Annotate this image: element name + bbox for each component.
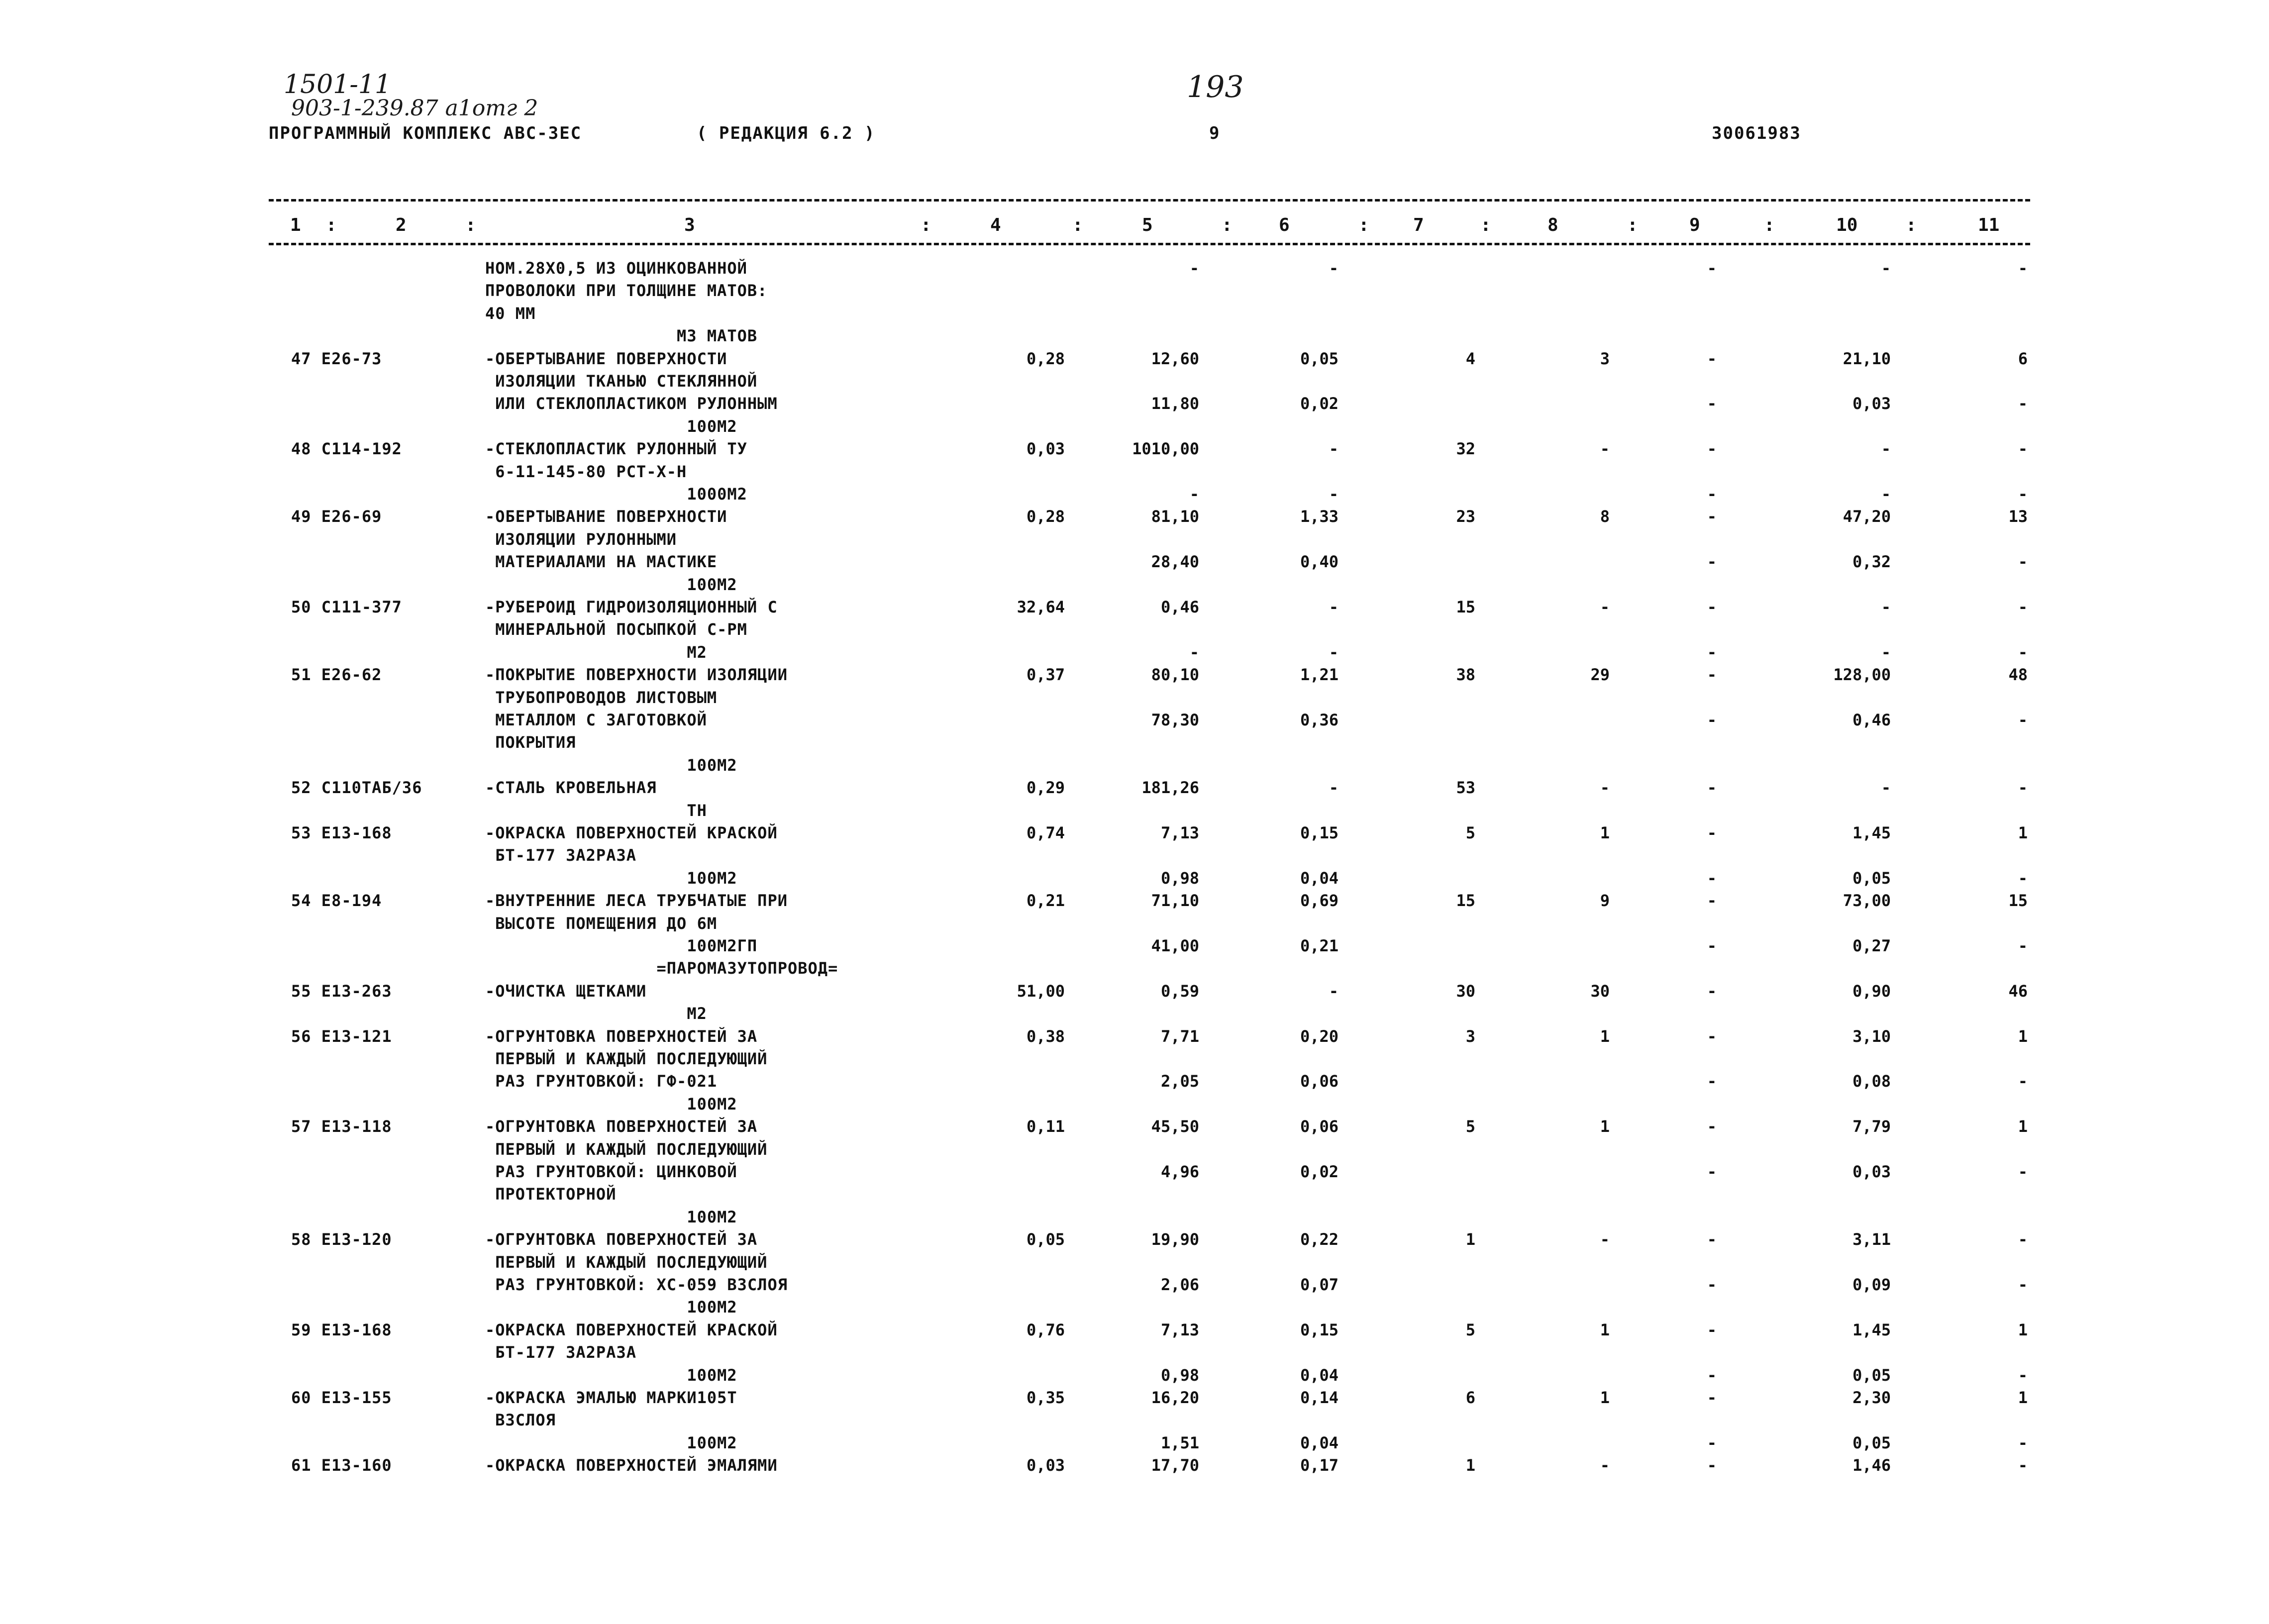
column-header-1: 1: [290, 215, 301, 235]
cell-col-9: -: [1707, 778, 1717, 798]
cell-col-4: 0,21: [1026, 891, 1065, 911]
cell-col-7: 32: [1456, 439, 1475, 459]
handwritten-note-2: 903-1-239.87 а1отг 2: [291, 96, 538, 121]
cell-col-6: -: [1329, 981, 1339, 1001]
cell-col-10: 1,46: [1852, 1456, 1891, 1475]
cell-col-11: -: [2018, 1230, 2028, 1249]
cell-col-11: -: [2018, 1162, 2028, 1181]
column-separator: :: [1764, 215, 1775, 235]
cell-col-9: -: [1707, 1117, 1717, 1136]
column-separator: :: [1072, 215, 1083, 235]
cell-col-9: -: [1707, 439, 1717, 459]
cell-col-9: -: [1707, 1162, 1717, 1181]
cell-col-11: -: [2018, 1275, 2028, 1294]
item-description: -ОКРАСКА ПОВЕРХНОСТЕЙ КРАСКОЙ: [485, 823, 778, 842]
cell-col-4: 0,11: [1026, 1117, 1065, 1136]
cell-col-5: 1,51: [1160, 1433, 1199, 1452]
cell-col-6: 0,14: [1300, 1388, 1339, 1407]
cell-col-5: 7,13: [1160, 823, 1199, 842]
cell-col-7: 38: [1456, 665, 1475, 685]
cell-col-6: -: [1329, 642, 1339, 662]
cell-col-7: 53: [1456, 778, 1475, 798]
item-description: -ПОКРЫТИЕ ПОВЕРХНОСТИ ИЗОЛЯЦИИ: [485, 665, 788, 685]
cell-col-6: -: [1329, 598, 1339, 616]
cell-col-7: 23: [1456, 507, 1475, 526]
cell-col-10: 1,45: [1852, 1320, 1891, 1339]
cell-col-6: 0,15: [1300, 823, 1339, 842]
cell-col-10: -: [1881, 642, 1891, 662]
cell-col-8: 29: [1590, 665, 1610, 685]
column-header-8: 8: [1547, 215, 1558, 235]
cell-col-11: 1: [2018, 1117, 2028, 1136]
column-separator: :: [465, 215, 476, 235]
cell-col-9: -: [1707, 552, 1717, 572]
cell-col-10: 0,09: [1852, 1275, 1891, 1294]
column-header-10: 10: [1836, 215, 1858, 235]
item-description: ПЕРВЫЙ И КАЖДЫЙ ПОСЛЕДУЮЩИЙ: [485, 1252, 768, 1272]
cell-col-11: 1: [2018, 1388, 2028, 1407]
cell-col-5: 41,00: [1151, 936, 1199, 955]
cell-col-9: -: [1707, 259, 1717, 278]
cell-col-11: -: [2018, 485, 2028, 504]
cell-col-6: -: [1329, 485, 1339, 504]
cell-col-4: 0,28: [1026, 507, 1065, 526]
item-code: 57 Е13-118: [291, 1117, 392, 1136]
column-separator: :: [326, 215, 337, 235]
cell-col-5: -: [1189, 642, 1199, 662]
item-description: 100М2: [485, 1094, 737, 1114]
column-separator: :: [1906, 215, 1917, 235]
cell-col-5: 19,90: [1151, 1230, 1199, 1249]
item-description: ТРУБОПРОВОДОВ ЛИСТОВЫМ: [485, 688, 718, 707]
item-description: -СТАЛЬ КРОВЕЛЬНАЯ: [485, 778, 657, 798]
item-description: МИНЕРАЛЬНОЙ ПОСЫПКОЙ С-РМ: [485, 620, 747, 639]
cell-col-9: -: [1707, 823, 1717, 842]
item-description: МЕТАЛЛОМ С ЗАГОТОВКОЙ: [485, 710, 707, 729]
item-description: ВЗСЛОЯ: [485, 1411, 556, 1430]
cell-col-7: 1: [1465, 1456, 1475, 1475]
cell-col-4: 0,29: [1026, 778, 1065, 798]
item-description: -ОГРУНТОВКА ПОВЕРХНОСТЕЙ ЗА: [485, 1026, 758, 1046]
cell-col-10: 3,10: [1852, 1026, 1891, 1046]
cell-col-11: 48: [2008, 665, 2028, 685]
header-rule: [269, 243, 2030, 245]
cell-col-4: 51,00: [1017, 981, 1065, 1001]
cell-col-5: 71,10: [1151, 891, 1199, 911]
item-description: 100М2: [485, 1365, 737, 1385]
item-description: ПОКРЫТИЯ: [485, 733, 576, 752]
item-code: 50 С111-377: [291, 598, 402, 616]
cell-col-9: -: [1707, 1433, 1717, 1452]
cell-col-6: -: [1329, 778, 1339, 798]
cell-col-4: 0,05: [1026, 1230, 1065, 1249]
item-description: ПРОТЕКТОРНОЙ: [485, 1185, 617, 1204]
edition-label: ( РЕДАКЦИЯ 6.2 ): [697, 123, 876, 143]
cell-col-11: -: [2018, 1072, 2028, 1091]
cell-col-9: -: [1707, 1456, 1717, 1475]
cell-col-6: 0,04: [1300, 868, 1339, 888]
cell-col-6: 0,36: [1300, 710, 1339, 729]
cell-col-8: 1: [1600, 1320, 1610, 1339]
cell-col-10: 0,03: [1852, 394, 1891, 413]
cell-col-5: 0,98: [1160, 868, 1199, 888]
cell-col-8: 3: [1600, 349, 1610, 368]
cell-col-8: -: [1600, 439, 1610, 459]
item-description: -ОКРАСКА ЭМАЛЬЮ МАРКИ105Т: [485, 1388, 737, 1407]
cell-col-9: -: [1707, 936, 1717, 955]
cell-col-8: 1: [1600, 1026, 1610, 1046]
sheet-number: 9: [1209, 123, 1221, 143]
cell-col-11: 13: [2008, 507, 2028, 526]
cell-col-11: -: [2018, 936, 2028, 955]
cell-col-7: 15: [1456, 891, 1475, 911]
item-description: РАЗ ГРУНТОВКОЙ: ГФ-021: [485, 1072, 718, 1091]
cell-col-10: 7,79: [1852, 1117, 1891, 1136]
item-description: М2: [485, 642, 707, 662]
item-code: 55 Е13-263: [291, 981, 392, 1001]
cell-col-6: 0,06: [1300, 1117, 1339, 1136]
cell-col-11: -: [2018, 394, 2028, 413]
cell-col-6: 1,21: [1300, 665, 1339, 685]
item-description: -ВНУТРЕННИЕ ЛЕСА ТРУБЧАТЫЕ ПРИ: [485, 891, 788, 911]
item-description: 100М2: [485, 416, 737, 436]
column-header-3: 3: [684, 215, 695, 235]
cell-col-10: -: [1881, 259, 1891, 278]
cell-col-7: 6: [1465, 1388, 1475, 1407]
item-description: ТН: [485, 801, 707, 820]
cell-col-9: -: [1707, 1230, 1717, 1249]
item-description: 40 ММ: [485, 304, 536, 323]
cell-col-11: 46: [2008, 981, 2028, 1001]
cell-col-9: -: [1707, 485, 1717, 504]
item-description: БТ-177 ЗА2РАЗА: [485, 846, 636, 865]
item-description: БТ-177 ЗА2РАЗА: [485, 1343, 636, 1362]
cell-col-10: 73,00: [1843, 891, 1891, 911]
item-description: -ОБЕРТЫВАНИЕ ПОВЕРХНОСТИ: [485, 507, 727, 526]
cell-col-9: -: [1707, 598, 1717, 616]
cell-col-5: 81,10: [1151, 507, 1199, 526]
cell-col-6: 0,02: [1300, 394, 1339, 413]
cell-col-10: 3,11: [1852, 1230, 1891, 1249]
cell-col-4: 0,74: [1026, 823, 1065, 842]
item-code: 60 Е13-155: [291, 1388, 392, 1407]
cell-col-4: 0,35: [1026, 1388, 1065, 1407]
cell-col-8: 8: [1600, 507, 1610, 526]
item-code: 47 Е26-73: [291, 349, 382, 368]
cell-col-10: 0,27: [1852, 936, 1891, 955]
column-header-2: 2: [396, 215, 407, 235]
cell-col-10: 0,90: [1852, 981, 1891, 1001]
cell-col-10: 0,03: [1852, 1162, 1891, 1181]
cell-col-11: -: [2018, 259, 2028, 278]
cell-col-6: 0,05: [1300, 349, 1339, 368]
cell-col-10: 2,30: [1852, 1388, 1891, 1407]
item-description: 100М2: [485, 868, 737, 888]
cell-col-11: -: [2018, 778, 2028, 798]
cell-col-9: -: [1707, 868, 1717, 888]
cell-col-10: -: [1881, 778, 1891, 798]
cell-col-10: -: [1881, 439, 1891, 459]
cell-col-9: -: [1707, 1275, 1717, 1294]
cell-col-7: 15: [1456, 598, 1475, 616]
cell-col-10: 0,05: [1852, 1365, 1891, 1385]
cell-col-5: 181,26: [1141, 778, 1199, 798]
cell-col-5: 78,30: [1151, 710, 1199, 729]
cell-col-8: 9: [1600, 891, 1610, 911]
cell-col-5: 12,60: [1151, 349, 1199, 368]
item-description: -ОКРАСКА ПОВЕРХНОСТЕЙ КРАСКОЙ: [485, 1320, 778, 1339]
cell-col-4: 0,37: [1026, 665, 1065, 685]
item-code: 48 С114-192: [291, 439, 402, 459]
cell-col-9: -: [1707, 394, 1717, 413]
cell-col-11: -: [2018, 868, 2028, 888]
handwritten-page-number: 193: [1187, 70, 1244, 104]
cell-col-11: 1: [2018, 823, 2028, 842]
cell-col-8: 1: [1600, 823, 1610, 842]
cell-col-7: 5: [1465, 1320, 1475, 1339]
cell-col-11: 6: [2018, 349, 2028, 368]
item-description: -СТЕКЛОПЛАСТИК РУЛОННЫЙ ТУ: [485, 439, 747, 459]
cell-col-10: 0,05: [1852, 1433, 1891, 1452]
cell-col-6: 0,04: [1300, 1433, 1339, 1452]
top-rule: [269, 199, 2030, 202]
cell-col-4: 0,03: [1026, 439, 1065, 459]
cell-col-5: 4,96: [1160, 1162, 1199, 1181]
item-description: ПЕРВЫЙ И КАЖДЫЙ ПОСЛЕДУЮЩИЙ: [485, 1049, 768, 1068]
cell-col-9: -: [1707, 642, 1717, 662]
item-code: 54 Е8-194: [291, 891, 382, 911]
cell-col-4: 32,64: [1017, 598, 1065, 616]
item-code: 56 Е13-121: [291, 1026, 392, 1046]
cell-col-6: 0,07: [1300, 1275, 1339, 1294]
cell-col-5: 11,80: [1151, 394, 1199, 413]
cell-col-5: 0,59: [1160, 981, 1199, 1001]
cell-col-10: 0,05: [1852, 868, 1891, 888]
item-description: -ОКРАСКА ПОВЕРХНОСТЕЙ ЭМАЛЯМИ: [485, 1456, 778, 1475]
item-description: ИЗОЛЯЦИИ ТКАНЬЮ СТЕКЛЯННОЙ: [485, 372, 758, 391]
cell-col-8: -: [1600, 598, 1610, 616]
column-separator: :: [1358, 215, 1369, 235]
item-description: 6-11-145-80 РСТ-Х-Н: [485, 462, 687, 481]
item-description: РАЗ ГРУНТОВКОЙ: ХС-059 ВЗСЛОЯ: [485, 1275, 788, 1294]
cell-col-7: 3: [1465, 1026, 1475, 1046]
item-description: -ОЧИСТКА ЩЕТКАМИ: [485, 981, 647, 1001]
cell-col-11: -: [2018, 1365, 2028, 1385]
cell-col-7: 5: [1465, 823, 1475, 842]
cell-col-9: -: [1707, 665, 1717, 685]
cell-col-5: 45,50: [1151, 1117, 1199, 1136]
item-description: ВЫСОТЕ ПОМЕЩЕНИЯ ДО 6М: [485, 914, 718, 933]
cell-col-6: 0,04: [1300, 1365, 1339, 1385]
column-header-4: 4: [990, 215, 1001, 235]
item-description: 100М2: [485, 1433, 737, 1452]
cell-col-9: -: [1707, 349, 1717, 368]
item-description: ИЛИ СТЕКЛОПЛАСТИКОМ РУЛОННЫМ: [485, 394, 778, 413]
cell-col-5: 1010,00: [1132, 439, 1199, 459]
item-description: 100М2ГП: [485, 936, 758, 955]
cell-col-11: -: [2018, 1456, 2028, 1475]
cell-col-9: -: [1707, 1388, 1717, 1407]
cell-col-10: 1,45: [1852, 823, 1891, 842]
cell-col-11: -: [2018, 439, 2028, 459]
cell-col-9: -: [1707, 507, 1717, 526]
cell-col-6: 0,40: [1300, 552, 1339, 572]
cell-col-7: 1: [1465, 1230, 1475, 1249]
cell-col-9: -: [1707, 1365, 1717, 1385]
cell-col-6: 0,20: [1300, 1026, 1339, 1046]
document-date: 30061983: [1712, 123, 1801, 143]
item-description: 100М2: [485, 575, 737, 594]
column-header-5: 5: [1142, 215, 1153, 235]
cell-col-5: 7,13: [1160, 1320, 1199, 1339]
item-description: 100М2: [485, 755, 737, 775]
cell-col-8: -: [1600, 1456, 1610, 1475]
item-description: ПРОВОЛОКИ ПРИ ТОЛЩИНЕ МАТОВ:: [485, 281, 768, 301]
cell-col-10: 47,20: [1843, 507, 1891, 526]
cell-col-6: 0,06: [1300, 1072, 1339, 1091]
cell-col-5: 16,20: [1151, 1388, 1199, 1407]
cell-col-5: 7,71: [1160, 1026, 1199, 1046]
cell-col-8: -: [1600, 778, 1610, 798]
cell-col-11: 15: [2008, 891, 2028, 911]
cell-col-4: 0,76: [1026, 1320, 1065, 1339]
item-code: 61 Е13-160: [291, 1456, 392, 1475]
item-description: МАТЕРИАЛАМИ НА МАСТИКЕ: [485, 552, 718, 572]
cell-col-11: -: [2018, 1433, 2028, 1452]
item-description: =ПАРОМАЗУТОПРОВОД=: [485, 959, 838, 978]
item-description: 100М2: [485, 1298, 737, 1317]
item-description: М3 МАТОВ: [485, 326, 758, 346]
item-code: 58 Е13-120: [291, 1230, 392, 1249]
cell-col-8: -: [1600, 1230, 1610, 1249]
cell-col-6: 0,22: [1300, 1230, 1339, 1249]
item-code: 53 Е13-168: [291, 823, 392, 842]
handwritten-note-1: 1501-11: [284, 70, 392, 100]
cell-col-5: 0,46: [1160, 598, 1199, 616]
cell-col-7: 30: [1456, 981, 1475, 1001]
cell-col-9: -: [1707, 981, 1717, 1001]
cell-col-11: -: [2018, 552, 2028, 572]
cell-col-8: 30: [1590, 981, 1610, 1001]
cell-col-9: -: [1707, 891, 1717, 911]
cell-col-4: 0,28: [1026, 349, 1065, 368]
item-code: 52 С110ТАБ/36: [291, 778, 422, 798]
item-code: 49 Е26-69: [291, 507, 382, 526]
cell-col-6: 0,21: [1300, 936, 1339, 955]
item-description: М2: [485, 1004, 707, 1023]
cell-col-10: -: [1881, 598, 1891, 616]
cell-col-11: 1: [2018, 1026, 2028, 1046]
item-description: ИЗОЛЯЦИИ РУЛОННЫМИ: [485, 529, 677, 549]
cell-col-11: 1: [2018, 1320, 2028, 1339]
cell-col-4: 0,03: [1026, 1456, 1065, 1475]
item-description: -ОГРУНТОВКА ПОВЕРХНОСТЕЙ ЗА: [485, 1230, 758, 1249]
cell-col-4: 0,38: [1026, 1026, 1065, 1046]
cell-col-10: 21,10: [1843, 349, 1891, 368]
cell-col-7: 5: [1465, 1117, 1475, 1136]
cell-col-10: 0,32: [1852, 552, 1891, 572]
column-header-6: 6: [1279, 215, 1290, 235]
cell-col-10: 0,08: [1852, 1072, 1891, 1091]
cell-col-8: 1: [1600, 1117, 1610, 1136]
item-description: ПЕРВЫЙ И КАЖДЫЙ ПОСЛЕДУЮЩИЙ: [485, 1139, 768, 1159]
cell-col-9: -: [1707, 710, 1717, 729]
cell-col-6: 0,17: [1300, 1456, 1339, 1475]
column-separator: :: [1480, 215, 1491, 235]
item-code: 51 Е26-62: [291, 665, 382, 685]
item-description: НОМ.28Х0,5 ИЗ ОЦИНКОВАННОЙ: [485, 259, 747, 278]
cell-col-6: 0,15: [1300, 1320, 1339, 1339]
cell-col-6: 0,69: [1300, 891, 1339, 911]
cell-col-10: -: [1881, 485, 1891, 504]
item-description: 1000М2: [485, 485, 747, 504]
cell-col-9: -: [1707, 1072, 1717, 1091]
cell-col-7: 4: [1465, 349, 1475, 368]
cell-col-6: -: [1329, 439, 1339, 459]
cell-col-6: -: [1329, 259, 1339, 278]
column-header-9: 9: [1689, 215, 1700, 235]
item-description: -РУБЕРОИД ГИДРОИЗОЛЯЦИОННЫЙ С: [485, 598, 778, 616]
cell-col-5: -: [1189, 485, 1199, 504]
item-description: -ОБЕРТЫВАНИЕ ПОВЕРХНОСТИ: [485, 349, 727, 368]
column-separator: :: [1627, 215, 1638, 235]
cell-col-9: -: [1707, 1026, 1717, 1046]
cell-col-8: 1: [1600, 1388, 1610, 1407]
cell-col-11: -: [2018, 598, 2028, 616]
cell-col-5: 0,98: [1160, 1365, 1199, 1385]
cell-col-10: 128,00: [1833, 665, 1891, 685]
cell-col-11: -: [2018, 642, 2028, 662]
cell-col-6: 0,02: [1300, 1162, 1339, 1181]
cell-col-5: -: [1189, 259, 1199, 278]
column-header-7: 7: [1413, 215, 1424, 235]
cell-col-11: -: [2018, 710, 2028, 729]
cell-col-5: 28,40: [1151, 552, 1199, 572]
cell-col-9: -: [1707, 1320, 1717, 1339]
item-description: 100М2: [485, 1207, 737, 1226]
item-description: РАЗ ГРУНТОВКОЙ: ЦИНКОВОЙ: [485, 1162, 737, 1181]
cell-col-10: 0,46: [1852, 710, 1891, 729]
cell-col-5: 80,10: [1151, 665, 1199, 685]
column-separator: :: [1222, 215, 1233, 235]
cell-col-6: 1,33: [1300, 507, 1339, 526]
cell-col-5: 17,70: [1151, 1456, 1199, 1475]
column-header-11: 11: [1978, 215, 2000, 235]
item-code: 59 Е13-168: [291, 1320, 392, 1339]
cell-col-5: 2,05: [1160, 1072, 1199, 1091]
cell-col-5: 2,06: [1160, 1275, 1199, 1294]
column-separator: :: [921, 215, 931, 235]
program-title: ПРОГРАММНЫЙ КОМПЛЕКС АВС-3ЕС: [269, 123, 582, 143]
item-description: -ОГРУНТОВКА ПОВЕРХНОСТЕЙ ЗА: [485, 1117, 758, 1136]
